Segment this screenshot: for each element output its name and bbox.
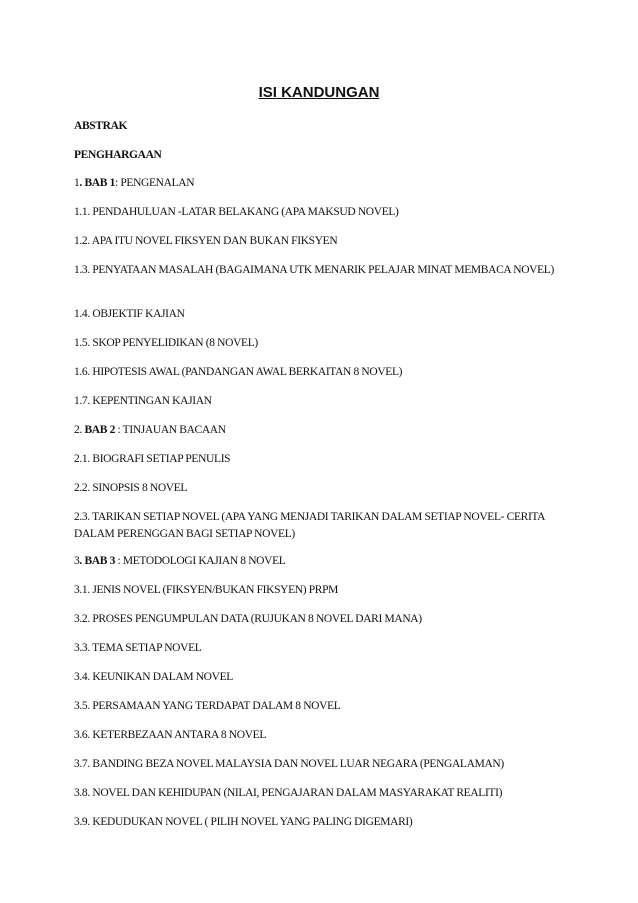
bab-1-label: . BAB 1 <box>79 177 115 189</box>
toc-entry-2-1: 2.1. BIOGRAFI SETIAP PENULIS <box>74 453 231 465</box>
bab-2-number: 2. <box>74 424 85 436</box>
toc-entry-3-2: 3.2. PROSES PENGUMPULAN DATA (RUJUKAN 8 NOVEL DARI MANA) <box>74 613 422 625</box>
toc-entry-1-4: 1.4. OBJEKTIF KAJIAN <box>74 308 185 320</box>
toc-entry-abstrak: ABSTRAK <box>74 120 128 132</box>
bab-1-number: 1 <box>74 177 80 189</box>
toc-entry-1-1: 1.1. PENDAHULUAN -LATAR BELAKANG (APA MAKSUD NOVEL) <box>74 206 399 218</box>
toc-entry-1-5: 1.5. SKOP PENYELIDIKAN (8 NOVEL) <box>74 337 258 349</box>
bab-3-label: . BAB 3 <box>79 555 115 567</box>
toc-entry-2-3: 2.3. TARIKAN SETIAP NOVEL (APA YANG MENJADI TARIKAN DALAM SETIAP NOVEL- CERITA DALAM PERENGGAN BAGI SETIAP NOVEL) <box>74 511 545 540</box>
bab-3-number: 3 <box>74 555 80 567</box>
toc-entry-3-8: 3.8. NOVEL DAN KEHIDUPAN (NILAI, PENGAJARAN DALAM MASYARAKAT REALITI) <box>74 787 503 799</box>
toc-entry-3-3: 3.3. TEMA SETIAP NOVEL <box>74 642 202 654</box>
bab-1-title: : PENGENALAN <box>114 177 195 189</box>
toc-entry-1-7: 1.7. KEPENTINGAN KAJIAN <box>74 395 212 407</box>
toc-entry-3-5: 3.5. PERSAMAAN YANG TERDAPAT DALAM 8 NOVEL <box>74 700 341 712</box>
toc-entry-1-3: 1.3. PENYATAAN MASALAH (BAGAIMANA UTK MENARIK PELAJAR MINAT MEMBACA NOVEL) <box>74 264 554 276</box>
toc-entry-bab-3 <box>74 553 574 570</box>
toc-entry-1-2: 1.2. APA ITU NOVEL FIKSYEN DAN BUKAN FIKSYEN <box>74 235 338 247</box>
page-title-text: ISI KANDUNGAN <box>258 84 380 101</box>
toc-entry-3-6: 3.6. KETERBEZAAN ANTARA 8 NOVEL <box>74 729 267 741</box>
bab-2-title: : TINJAUAN BACAAN <box>114 424 226 436</box>
toc-entry-3-1: 3.1. JENIS NOVEL (FIKSYEN/BUKAN FIKSYEN) PRPM <box>74 584 338 596</box>
toc-entry-bab-1 <box>74 175 574 192</box>
bab-3-title: : METODOLOGI KAJIAN 8 NOVEL <box>114 555 286 567</box>
page-title <box>0 84 638 102</box>
toc-entry-1-6: 1.6. HIPOTESIS AWAL (PANDANGAN AWAL BERKAITAN 8 NOVEL) <box>74 366 403 378</box>
toc-entry-2-2: 2.2. SINOPSIS 8 NOVEL <box>74 482 188 494</box>
toc-entry-3-4: 3.4. KEUNIKAN DALAM NOVEL <box>74 671 233 683</box>
toc-entry-3-7: 3.7. BANDING BEZA NOVEL MALAYSIA DAN NOVEL LUAR NEGARA (PENGALAMAN) <box>74 758 504 770</box>
bab-2-label: BAB 2 <box>84 424 115 436</box>
toc-entry-penghargaan: PENGHARGAAN <box>74 149 162 161</box>
toc-entry-3-9: 3.9. KEDUDUKAN NOVEL ( PILIH NOVEL YANG PALING DIGEMARI) <box>74 816 413 828</box>
toc-entry-bab-2 <box>74 422 574 439</box>
